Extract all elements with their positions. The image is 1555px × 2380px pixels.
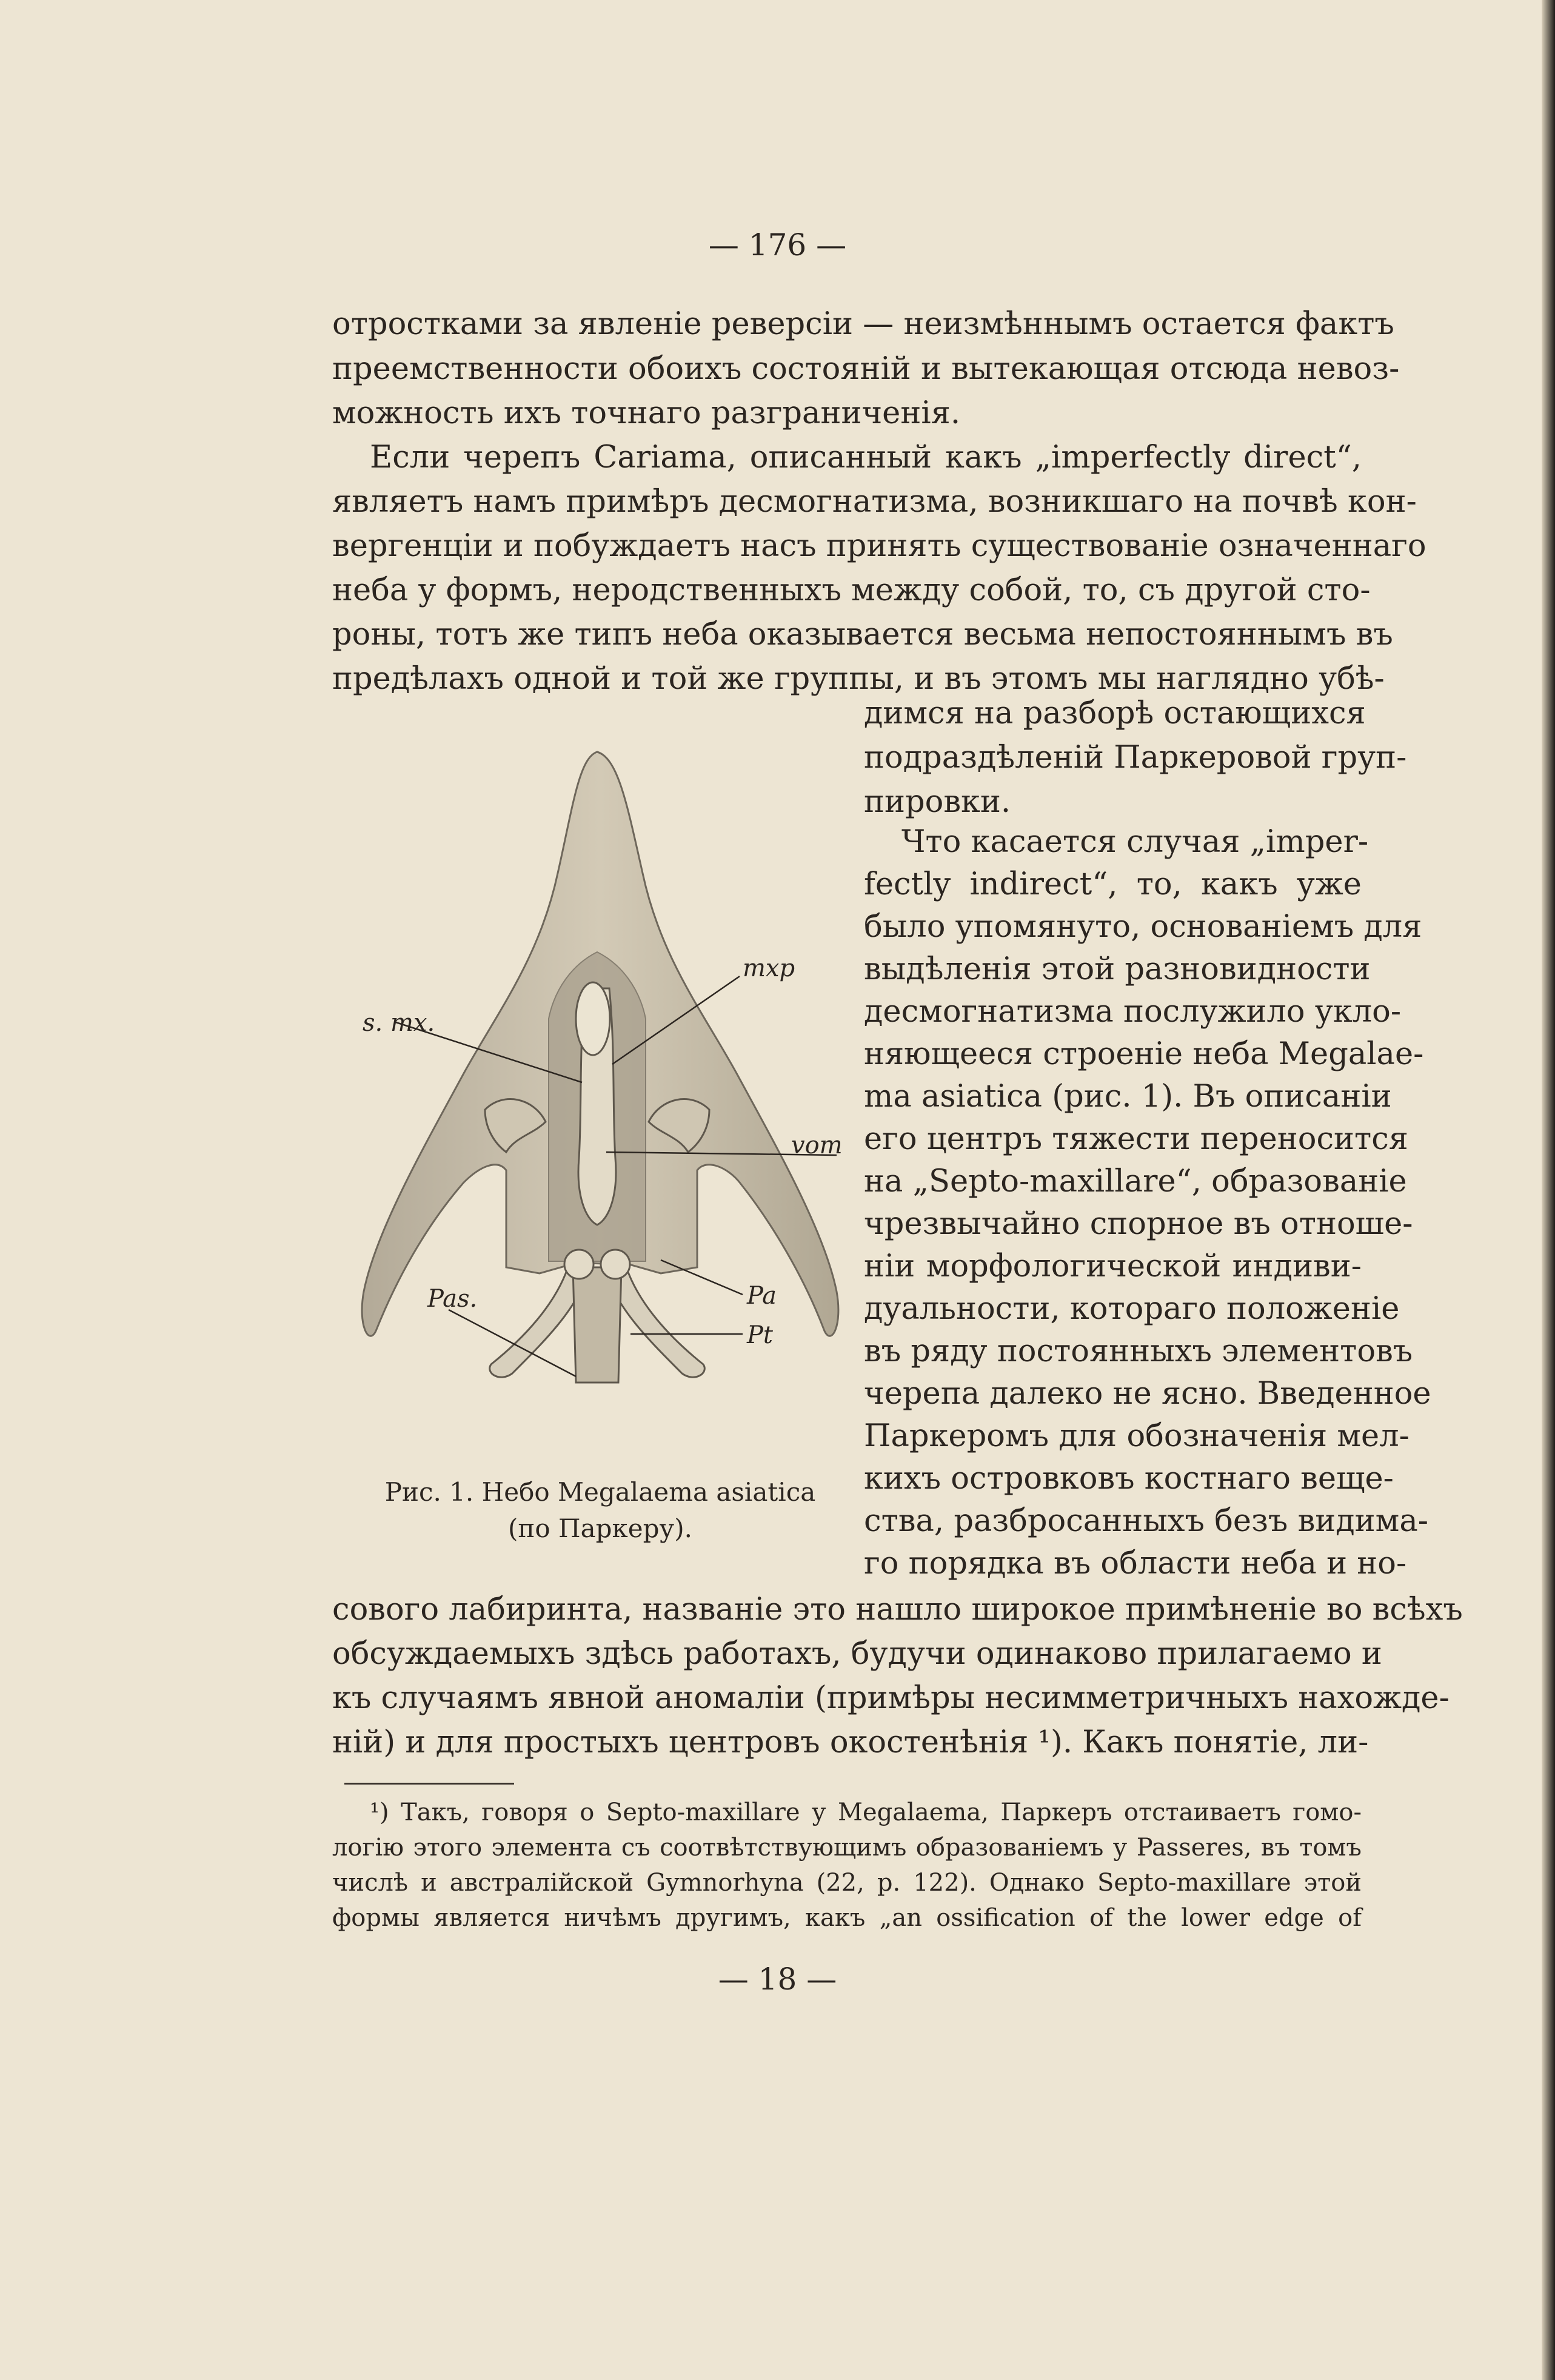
text-line: десмогнатизма послужило укло-: [864, 994, 1402, 1030]
text-line: ства, разбросанныхъ безъ видима-: [864, 1503, 1428, 1539]
text-line: въ ряду постоянныхъ элементовъ: [864, 1333, 1413, 1369]
text-line: кихъ островковъ костнаго веще-: [864, 1461, 1394, 1497]
label-vom: vom: [791, 1131, 843, 1159]
page-edge-shadow: [1542, 0, 1555, 2380]
text-line: ній) и для простыхъ центровъ окостенѣнія ¹). Какъ понятіе, ли-: [332, 1725, 1369, 1760]
text-line: къ случаямъ явной аномаліи (примѣры несимметричныхъ нахожде-: [332, 1680, 1450, 1716]
footnote-line: логію этого элемента съ соотвѣтствующимъ образованіемъ у Passeres, въ томъ: [332, 1834, 1362, 1862]
text-line: на „Septo-maxillare“, образованіе: [864, 1164, 1407, 1199]
text-line: являетъ намъ примѣръ десмогнатизма, возникшаго на почвѣ кон-: [332, 484, 1417, 520]
label-pas: Pas.: [427, 1285, 478, 1313]
text-line: димся на разборѣ остающихся: [864, 696, 1366, 731]
text-line: няющееся строеніе неба Megalae-: [864, 1036, 1424, 1072]
figure-caption-line1: Рис. 1. Небо Megalaema asiatica: [384, 1477, 816, 1507]
text-line: чрезвычайно спорное въ отноше-: [864, 1206, 1413, 1242]
text-line: Что касается случая „imper-: [901, 824, 1369, 860]
text-line: Если черепъ Cariama, описанный какъ „imperfectly direct“,: [370, 440, 1362, 475]
text-line: преемственности обоихъ состояній и вытекающая отсюда невоз-: [332, 351, 1400, 387]
text-line: вергенціи и побуждаетъ насъ принять существованіе означеннаго: [332, 528, 1426, 564]
footnote-line: ¹) Такъ, говоря о Septo-maxillare у Megalaema, Паркеръ отстаиваетъ гомо-: [370, 1798, 1362, 1826]
text-line: его центръ тяжести переносится: [864, 1121, 1408, 1157]
septo-maxillare: [576, 982, 610, 1055]
label-pa: Pa: [747, 1282, 777, 1310]
text-line: предѣлахъ одной и той же группы, и въ этомъ мы наглядно убѣ-: [332, 661, 1385, 697]
figure-caption-line2: (по Паркеру).: [507, 1513, 692, 1543]
text-line: го порядка въ области неба и но-: [864, 1546, 1407, 1581]
text-line: подраздѣленій Паркеровой груп-: [864, 740, 1407, 776]
text-line: сового лабиринта, названіе это нашло широкое примѣненіе во всѣхъ: [332, 1592, 1463, 1627]
text-line: обсуждаемыхъ здѣсь работахъ, будучи одинаково прилагаемо и: [332, 1636, 1382, 1672]
text-line: fectly indirect“, то, какъ уже: [864, 867, 1362, 902]
text-line: Паркеромъ для обозначенія мел-: [864, 1418, 1410, 1454]
label-pt: Pt: [747, 1321, 773, 1349]
page-number-bottom: — 18 —: [718, 1962, 837, 1997]
text-line: ніи морфологической индиви-: [864, 1249, 1362, 1284]
figure-palate: [339, 734, 861, 1467]
text-line: дуальности, котораго положеніе: [864, 1291, 1400, 1327]
text-line: черепа далеко не ясно. Введенное: [864, 1376, 1431, 1412]
text-line: выдѣленія этой разновидности: [864, 951, 1371, 987]
text-line: было упомянуто, основаніемъ для: [864, 909, 1422, 945]
text-line: роны, тотъ же типъ неба оказывается весьма непостояннымъ въ: [332, 617, 1393, 652]
footnote-line: числѣ и австралійской Gymnorhyna (22, p. 122). Однако Septo-maxillare этой: [332, 1869, 1362, 1897]
text-line: неба у формъ, неродственныхъ между собой, то, съ другой сто-: [332, 572, 1371, 608]
text-line: отростками за явленіе реверсіи — неизмѣннымъ остается фактъ: [332, 306, 1394, 342]
footnote-line: формы является ничѣмъ другимъ, какъ „an ossification of the lower edge of: [332, 1904, 1362, 1932]
text-line: ma asiatica (рис. 1). Въ описаніи: [864, 1079, 1392, 1115]
footnote-rule: [344, 1783, 514, 1785]
label-mxp: mxp: [743, 954, 795, 982]
parasphenoid: [573, 1267, 621, 1383]
palate-illustration: [339, 734, 861, 1467]
label-s-mx: s. mx.: [363, 1009, 435, 1037]
page-number-top: — 176 —: [708, 227, 847, 263]
text-line: можность ихъ точнаго разграниченія.: [332, 395, 961, 431]
text-line: пировки.: [864, 784, 1011, 820]
